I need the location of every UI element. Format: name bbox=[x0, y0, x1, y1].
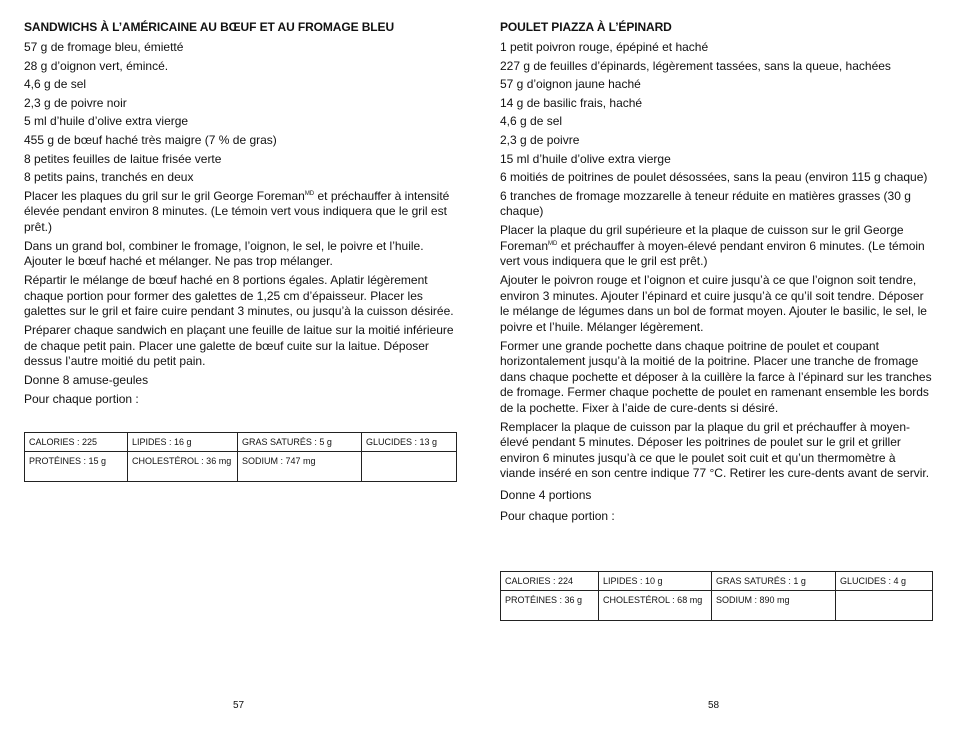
calories-cell: CALORIES : 224 bbox=[501, 572, 599, 591]
recipe-body bbox=[500, 40, 932, 528]
page-number: 57 bbox=[233, 700, 245, 711]
ingredient: 455 g de bœuf haché très maigre (7 % de gras) bbox=[24, 132, 277, 147]
ingredient: 2,3 g de poivre bbox=[500, 132, 580, 147]
ingredient: 6 moitiés de poitrines de poulet désossées, sans la peau (environ 115 g chaque) bbox=[500, 170, 928, 185]
step-text: Placer la plaque du gril supérieure et la plaque de cuisson sur le gril George Foreman bbox=[500, 223, 904, 253]
ingredient: 2,3 g de poivre noir bbox=[24, 95, 127, 110]
ingredient: 8 petites feuilles de laitue frisée verte bbox=[24, 151, 222, 166]
instruction-step bbox=[500, 223, 932, 270]
calories-cell: CALORIES : 225 bbox=[25, 433, 128, 452]
recipe-body bbox=[24, 40, 456, 411]
carbs-cell: GLUCIDES : 4 g bbox=[836, 572, 933, 591]
ingredient: 8 petits pains, tranchés en deux bbox=[24, 170, 194, 185]
instruction-step: Dans un grand bol, combiner le fromage, l’oignon, le sel, le poivre et l’huile. Ajouter le bœuf haché et mélanger. Ne pas trop mélanger. bbox=[24, 238, 424, 269]
sodium-cell: SODIUM : 747 mg bbox=[238, 452, 362, 482]
protein-cell: PROTÉINES : 15 g bbox=[25, 452, 128, 482]
ingredient: 227 g de feuilles d’épinards, légèrement tassées, sans la queue, hachées bbox=[500, 58, 891, 73]
table-row bbox=[25, 433, 457, 452]
empty-cell bbox=[362, 452, 457, 482]
ingredient: 57 g d’oignon jaune haché bbox=[500, 77, 641, 92]
protein-cell: PROTÉINES : 36 g bbox=[501, 591, 599, 621]
nutrition-table bbox=[24, 432, 457, 482]
saturated-fat-cell: GRAS SATURÉS : 5 g bbox=[238, 433, 362, 452]
yield-text: Donne 8 amuse-geules bbox=[24, 373, 149, 388]
instruction-step: Former une grande pochette dans chaque poitrine de poulet et coupant horizontalement jusqu’à la moitié de la poitrine. Placer une tranche de fromage dans chaque pochette et déposer à la cuillère la farce à l’épinard sur les tranches de fromage. Fermer chaque pochette de poulet en ramenant ensemble les bords de la pochette. Fixer à l’aide de cure-dents si désiré. bbox=[500, 338, 932, 415]
instruction-step: Répartir le mélange de bœuf haché en 8 portions égales. Aplatir légèrement chaque portion pour former des galettes de 1,25 cm d’épaisseur. Placer les galettes sur le gril et faire cuire pendant 3 minutes, ou jusqu’à la cuisson désirée. bbox=[24, 273, 454, 319]
table-row bbox=[25, 452, 457, 482]
lipides-cell: LIPIDES : 16 g bbox=[128, 433, 238, 452]
recipe-title: POULET PIAZZA À L’ÉPINARD bbox=[500, 20, 672, 34]
instruction-step: Préparer chaque sandwich en plaçant une feuille de laitue sur la moitié inférieure de chaque petit pain. Placer une galette de bœuf cuite sur la laitue. Déposer dessus l’autre moitié du petit pain. bbox=[24, 323, 454, 369]
ingredient: 57 g de fromage bleu, émietté bbox=[24, 40, 184, 54]
per-portion-label: Pour chaque portion : bbox=[24, 392, 139, 407]
trademark-mark: MD bbox=[304, 190, 315, 197]
ingredient: 4,6 g de sel bbox=[500, 114, 563, 129]
ingredient: 1 petit poivron rouge, épépiné et haché bbox=[500, 40, 709, 54]
lipides-cell: LIPIDES : 10 g bbox=[599, 572, 712, 591]
step-text: Placer les plaques du gril sur le gril George Foreman bbox=[24, 188, 305, 203]
step-text: et préchauffer à intensité élevée pendant environ 8 minutes. (Le témoin vert vous indiquera que le gril est prêt.) bbox=[24, 188, 450, 234]
page-number: 58 bbox=[708, 700, 720, 711]
trademark-mark: MD bbox=[548, 240, 558, 247]
ingredient: 5 ml d’huile d’olive extra vierge bbox=[24, 114, 189, 129]
right-page bbox=[500, 0, 932, 738]
ingredient: 28 g d’oignon vert, émincé. bbox=[24, 58, 169, 73]
table-row bbox=[501, 572, 933, 591]
ingredient: 6 tranches de fromage mozzarelle à teneur réduite en matières grasses (30 g chaque) bbox=[500, 188, 911, 219]
step-text: et préchauffer à moyen-élevé pendant environ 6 minutes. (Le témoin vert vous indiquera que le gril est prêt.) bbox=[500, 238, 925, 269]
instruction-step: Ajouter le poivron rouge et l’oignon et cuire jusqu’à ce que l’oignon soit tendre, environ 3 minutes. Ajouter l’épinard et cuire jusqu’à ce qu’il soit tendre. Déposer le mélange de légumes dans un bol de format moyen. Ajouter le basilic, le sel, le poivre et l’huile. Mélanger légèrement. bbox=[500, 273, 927, 334]
carbs-cell: GLUCIDES : 13 g bbox=[362, 433, 457, 452]
recipe-title: SANDWICHS À L’AMÉRICAINE AU BŒUF ET AU FROMAGE BLEU bbox=[24, 20, 395, 34]
saturated-fat-cell: GRAS SATURÉS : 1 g bbox=[712, 572, 836, 591]
ingredient: 4,6 g de sel bbox=[24, 77, 87, 92]
ingredient: 14 g de basilic frais, haché bbox=[500, 95, 643, 110]
table-row bbox=[501, 591, 933, 621]
left-page bbox=[24, 0, 456, 738]
ingredient: 15 ml d’huile d’olive extra vierge bbox=[500, 151, 671, 166]
cholesterol-cell: CHOLESTÉROL : 36 mg bbox=[128, 452, 238, 482]
sodium-cell: SODIUM : 890 mg bbox=[712, 591, 836, 621]
yield-text: Donne 4 portions bbox=[500, 487, 592, 502]
instruction-step: Remplacer la plaque de cuisson par la plaque du gril et préchauffer à moyen-élevé pendant 5 minutes. Déposer les poitrines de poulet sur le gril et griller environ 6 minutes jusqu’à ce que le poulet soit cuit et qu’un thermomètre à viande inséré en son centre indique 77 °C. Retirer les cure-dents avant de servir. bbox=[500, 419, 930, 481]
instruction-step bbox=[24, 189, 456, 236]
cholesterol-cell: CHOLESTÉROL : 68 mg bbox=[599, 591, 712, 621]
empty-cell bbox=[836, 591, 933, 621]
nutrition-table bbox=[500, 571, 933, 621]
per-portion-label: Pour chaque portion : bbox=[500, 509, 615, 524]
